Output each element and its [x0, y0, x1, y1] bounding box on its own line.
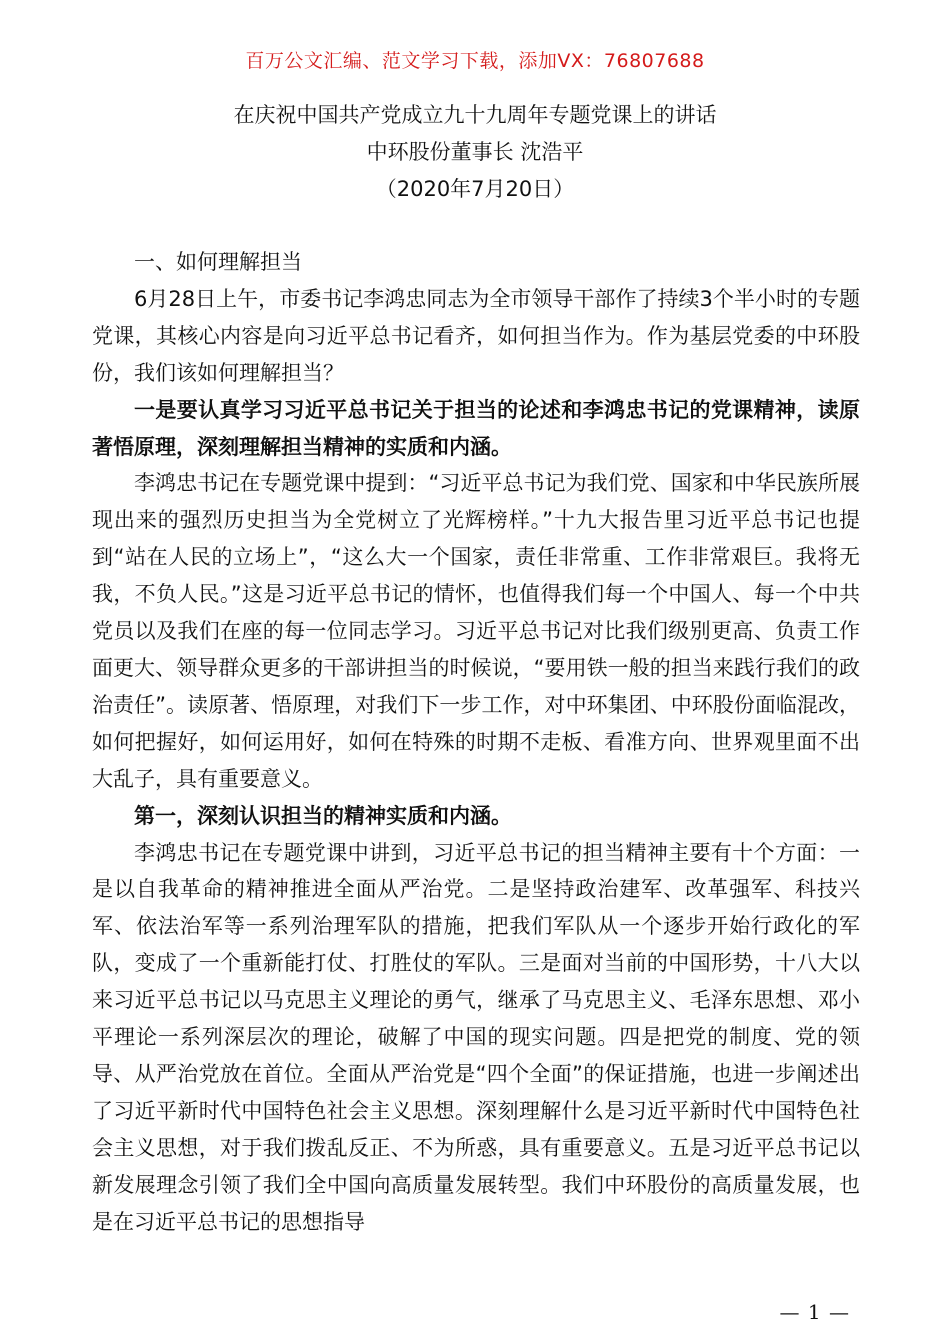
title-block: [0, 97, 950, 208]
speaker-line: 中环股份董事长 沈浩平: [366, 140, 584, 164]
document-title: 在庆祝中国共产党成立九十九周年专题党课上的讲话: [233, 103, 717, 127]
paragraph: 李鸿忠书记在专题党课中讲到，习近平总书记的担当精神主要有十个方面：一是以自我革命的精神推进全面从严治党。二是坚持政治建军、改革强军、科技兴军、依法治军等一系列治理军队的措施，把我们军队从一个逐步开始行政化的军队，变成了一个重新能打仗、打胜仗的军队。三是面对当前的中国形势，十八大以来习近平总书记以马克思主义理论的勇气，继承了马克思主义、毛泽东思想、邓小平理论一系列深层次的理论，破解了中国的现实问题。四是把党的制度、党的领导、从严治党放在首位。全面从严治党是“四个全面”的保证措施，也进一步阐述出了习近平新时代中国特色社会主义思想。深刻理解什么是习近平新时代中国特色社会主义思想，对于我们拨乱反正、不为所惑，具有重要意义。五是习近平总书记以新发展理念引领了我们全中国向高质量发展转型。我们中环股份的高质量发展，也是在习近平总书记的思想指导: [92, 840, 860, 1234]
page-number: — 1 —: [779, 1300, 850, 1324]
bold-heading: 第一，深刻认识担当的精神实质和内涵。: [134, 803, 512, 828]
section-heading: 一、如何理解担当: [134, 250, 302, 274]
bold-heading: 一是要认真学习习近平总书记关于担当的论述和李鸿忠书记的党课精神，读原著悟原理，深刻理解担当精神的实质和内涵。: [92, 397, 860, 459]
paragraph: 6月28日上午，市委书记李鸿忠同志为全市领导干部作了持续3个半小时的专题党课，其核心内容是向习近平总书记看齐，如何担当作为。作为基层党委的中环股份，我们该如何理解担当？: [92, 286, 860, 385]
header-banner: 百万公文汇编、范文学习下载，添加VX：76807688: [245, 50, 705, 72]
paragraph: 李鸿忠书记在专题党课中提到：“习近平总书记为我们党、国家和中华民族所展现出来的强烈历史担当为全党树立了光辉榜样。”十九大报告里习近平总书记也提到“站在人民的立场上”，“这么大一个国家，责任非常重、工作非常艰巨。我将无我，不负人民。”这是习近平总书记的情怀，也值得我们每一个中国人、每一个中共党员以及我们在座的每一位同志学习。习近平总书记对比我们级别更高、负责工作面更大、领导群众更多的干部讲担当的时候说，“要用铁一般的担当来践行我们的政治责任”。读原著、悟原理，对我们下一步工作，对中环集团、中环股份面临混改，如何把握好，如何运用好，如何在特殊的时期不走板、看准方向、世界观里面不出大乱子，具有重要意义。: [92, 471, 860, 791]
document-body: [92, 244, 860, 1240]
date-line: （2020年7月20日）: [375, 177, 575, 201]
